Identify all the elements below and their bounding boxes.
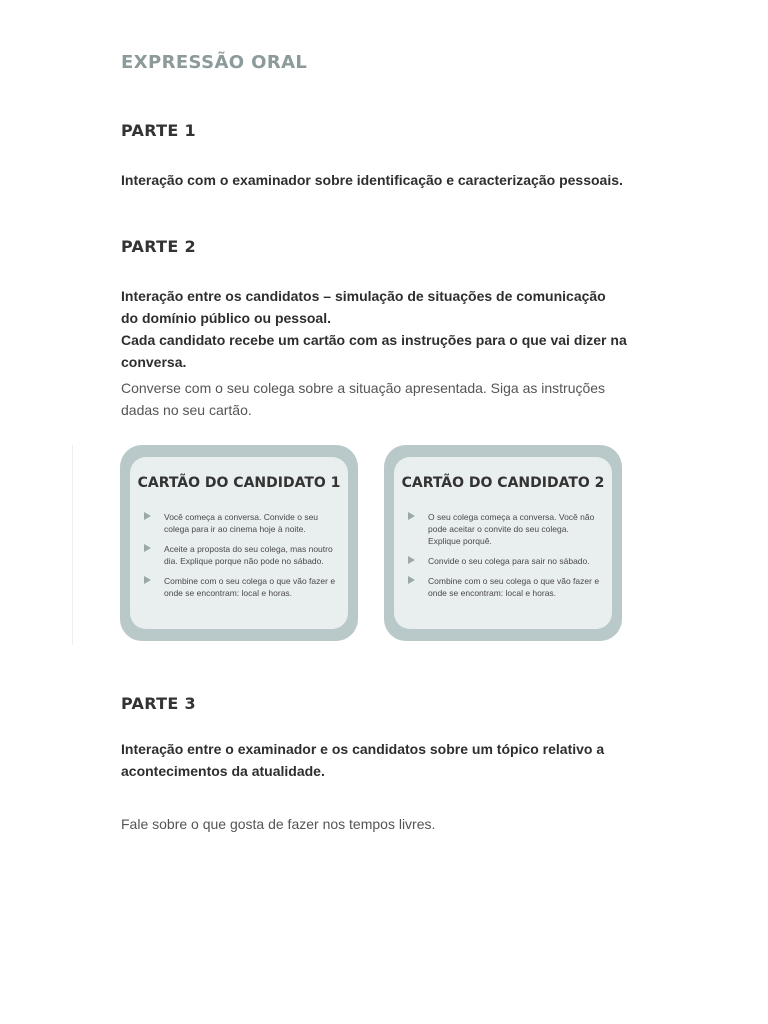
parte3-title: PARTE 3	[121, 694, 196, 713]
parte1-description: Interação com o examinador sobre identificação e caracterização pessoais.	[121, 172, 623, 188]
list-item	[408, 575, 602, 599]
card-panel	[130, 457, 348, 629]
card-panel	[394, 457, 612, 629]
card-instruction-list	[144, 511, 338, 607]
section-title: EXPRESSÃO ORAL	[121, 52, 308, 73]
candidate-card-1	[120, 445, 358, 641]
card-title: CARTÃO DO CANDIDATO 1	[137, 475, 341, 491]
candidate-card-2	[384, 445, 622, 641]
list-item-text: O seu colega começa a conversa. Você não pode aceitar o convite do seu colega. Explique porquê.	[428, 512, 595, 546]
list-item	[408, 511, 602, 547]
triangle-bullet-icon	[144, 512, 151, 520]
parte3-instruction: Fale sobre o que gosta de fazer nos tempos livres.	[121, 816, 436, 832]
triangle-bullet-icon	[144, 576, 151, 584]
triangle-bullet-icon	[408, 556, 415, 564]
card-title: CARTÃO DO CANDIDATO 2	[401, 475, 605, 491]
list-item-text: Convide o seu colega para sair no sábado.	[428, 556, 590, 566]
parte3-description: Interação entre o examinador e os candidatos sobre um tópico relativo a acontecimentos da atualidade.	[121, 741, 605, 779]
list-item-text: Você começa a conversa. Convide o seu colega para ir ao cinema hoje à noite.	[164, 512, 319, 534]
parte2-description-line1: Interação entre os candidatos – simulação de situações de comunicação do domínio público ou pessoal.	[121, 288, 606, 326]
triangle-bullet-icon	[408, 576, 415, 584]
scan-edge-line	[72, 445, 73, 645]
list-item-text: Combine com o seu colega o que vão fazer e onde se encontram: local e horas.	[428, 576, 600, 598]
list-item	[144, 575, 338, 599]
card-instruction-list	[408, 511, 602, 607]
list-item	[408, 555, 602, 567]
list-item-text: Aceite a proposta do seu colega, mas noutro dia. Explique porque não pode no sábado.	[164, 544, 333, 566]
parte2-description-line2: Cada candidato recebe um cartão com as instruções para o que vai dizer na conversa.	[121, 332, 627, 370]
triangle-bullet-icon	[144, 544, 151, 552]
parte2-instruction: Converse com o seu colega sobre a situação apresentada. Siga as instruções dadas no seu cartão.	[121, 380, 606, 418]
parte2-title: PARTE 2	[121, 237, 196, 256]
list-item	[144, 511, 338, 535]
list-item	[144, 543, 338, 567]
parte1-title: PARTE 1	[121, 121, 196, 140]
triangle-bullet-icon	[408, 512, 415, 520]
list-item-text: Combine com o seu colega o que vão fazer e onde se encontram: local e horas.	[164, 576, 336, 598]
